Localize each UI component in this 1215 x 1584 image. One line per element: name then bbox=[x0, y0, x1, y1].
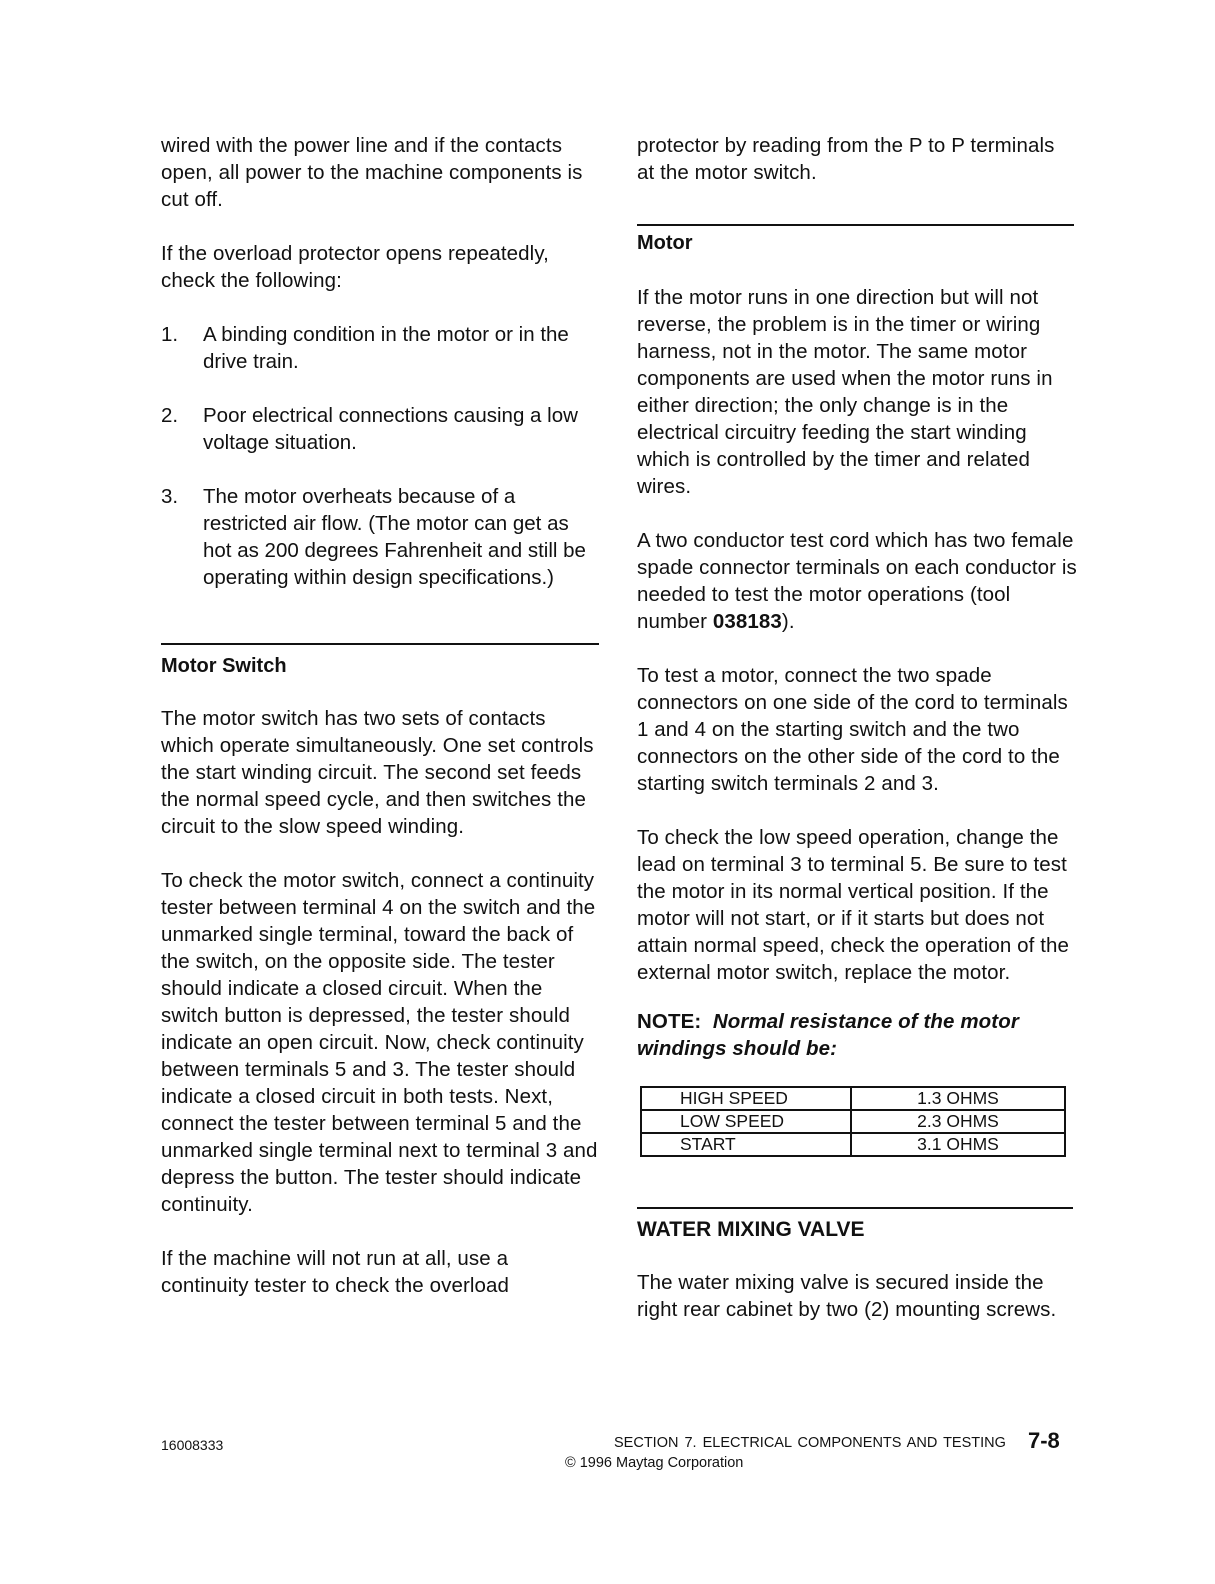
list-item bbox=[161, 321, 601, 375]
winding-cell: LOW SPEED bbox=[641, 1110, 851, 1133]
tool-number: 038183 bbox=[712, 610, 782, 633]
value-cell: 3.1 OHMS bbox=[851, 1133, 1065, 1156]
value-cell: 1.3 OHMS bbox=[851, 1087, 1065, 1110]
table-row bbox=[641, 1110, 1065, 1133]
overload-causes-list bbox=[161, 321, 601, 591]
note bbox=[637, 1008, 1077, 1062]
section-divider bbox=[637, 1207, 1073, 1209]
list-item bbox=[161, 483, 601, 591]
left-column bbox=[161, 132, 601, 1299]
right-column bbox=[637, 132, 1077, 1323]
list-item bbox=[161, 402, 601, 456]
list-text: Poor electrical connections causing a low voltage situation. bbox=[203, 404, 578, 454]
motor-paragraph-4: To check the low speed operation, change the lead on terminal 3 to terminal 5. Be sure to test the motor in its normal vertical position. If the motor will not start, or if it starts but does not attain normal speed, check the operation of the external motor switch, replace the motor. bbox=[637, 826, 1070, 984]
continued-paragraph: protector by reading from the P to P terminals at the motor switch. bbox=[637, 134, 1055, 184]
motor-switch-paragraph-1: The motor switch has two sets of contacts which operate simultaneously. One set controls the start winding circuit. The second set feeds the normal speed cycle, and then switches the circuit to the slow speed winding. bbox=[161, 707, 594, 838]
page-number: 7-8 bbox=[1028, 1428, 1060, 1453]
list-number: 1. bbox=[161, 323, 179, 346]
list-number: 2. bbox=[161, 404, 179, 427]
winding-cell: HIGH SPEED bbox=[641, 1087, 851, 1110]
water-mixing-valve-heading: WATER MIXING VALVE bbox=[637, 1218, 865, 1241]
section-title: SECTION 7. ELECTRICAL COMPONENTS AND TESTING bbox=[614, 1435, 1006, 1451]
motor-paragraph-1: If the motor runs in one direction but will not reverse, the problem is in the timer or wiring harness, not in the motor. The same motor components are used when the motor runs in either direction; the only change is in the electrical circuitry feeding the start winding which is controlled by the timer and related wires. bbox=[637, 286, 1053, 498]
list-number: 3. bbox=[161, 485, 179, 508]
motor-paragraph-2 bbox=[637, 527, 1077, 635]
motor-switch-paragraph-3: If the machine will not run at all, use a continuity tester to check the overload bbox=[161, 1247, 510, 1297]
motor-paragraph-3: To test a motor, connect the two spade connectors on one side of the cord to terminals 1 and 4 on the starting switch and the two connectors on the other side of the cord to the starting switch terminals 2 and 3. bbox=[637, 664, 1068, 795]
list-text: The motor overheats because of a restricted air flow. (The motor can get as hot as 200 degrees Fahrenheit and still be operating within design specifications.) bbox=[203, 485, 586, 589]
motor-heading: Motor bbox=[637, 232, 693, 254]
text-span: A two conductor test cord which has two female spade connector terminals on each conductor is needed to test the motor operations (tool number bbox=[637, 529, 1077, 633]
resistance-table bbox=[640, 1086, 1066, 1157]
section-divider bbox=[637, 224, 1074, 226]
section-divider bbox=[161, 643, 599, 645]
water-mixing-valve-paragraph: The water mixing valve is secured inside the right rear cabinet by two (2) mounting screws. bbox=[637, 1271, 1057, 1321]
motor-switch-paragraph-2: To check the motor switch, connect a continuity tester between terminal 4 on the switch and the unmarked single terminal, toward the back of the switch, on the opposite side. The tester should indicate a closed circuit. When the switch button is depressed, the tester should indicate an open circuit. Now, check continuity between terminals 5 and 3. The tester should indicate a closed circuit in both tests. Next, connect the tester between terminal 5 and the unmarked single terminal next to terminal 3 and depress the button. The tester should indicate continuity. bbox=[161, 869, 598, 1216]
text-span: ). bbox=[781, 610, 795, 633]
table-row bbox=[641, 1087, 1065, 1110]
document-number: 16008333 bbox=[161, 1437, 224, 1453]
winding-cell: START bbox=[641, 1133, 851, 1156]
note-text: Normal resistance of the motor windings should be: bbox=[637, 1010, 1019, 1060]
overload-paragraph: If the overload protector opens repeatedly, check the following: bbox=[161, 242, 549, 292]
value-cell: 2.3 OHMS bbox=[851, 1110, 1065, 1133]
copyright: © 1996 Maytag Corporation bbox=[565, 1455, 744, 1471]
note-label: NOTE: bbox=[637, 1010, 702, 1033]
table-row bbox=[641, 1133, 1065, 1156]
list-text: A binding condition in the motor or in the drive train. bbox=[203, 323, 569, 373]
motor-switch-heading: Motor Switch bbox=[161, 655, 287, 677]
intro-paragraph: wired with the power line and if the contacts open, all power to the machine components is cut off. bbox=[161, 134, 583, 211]
